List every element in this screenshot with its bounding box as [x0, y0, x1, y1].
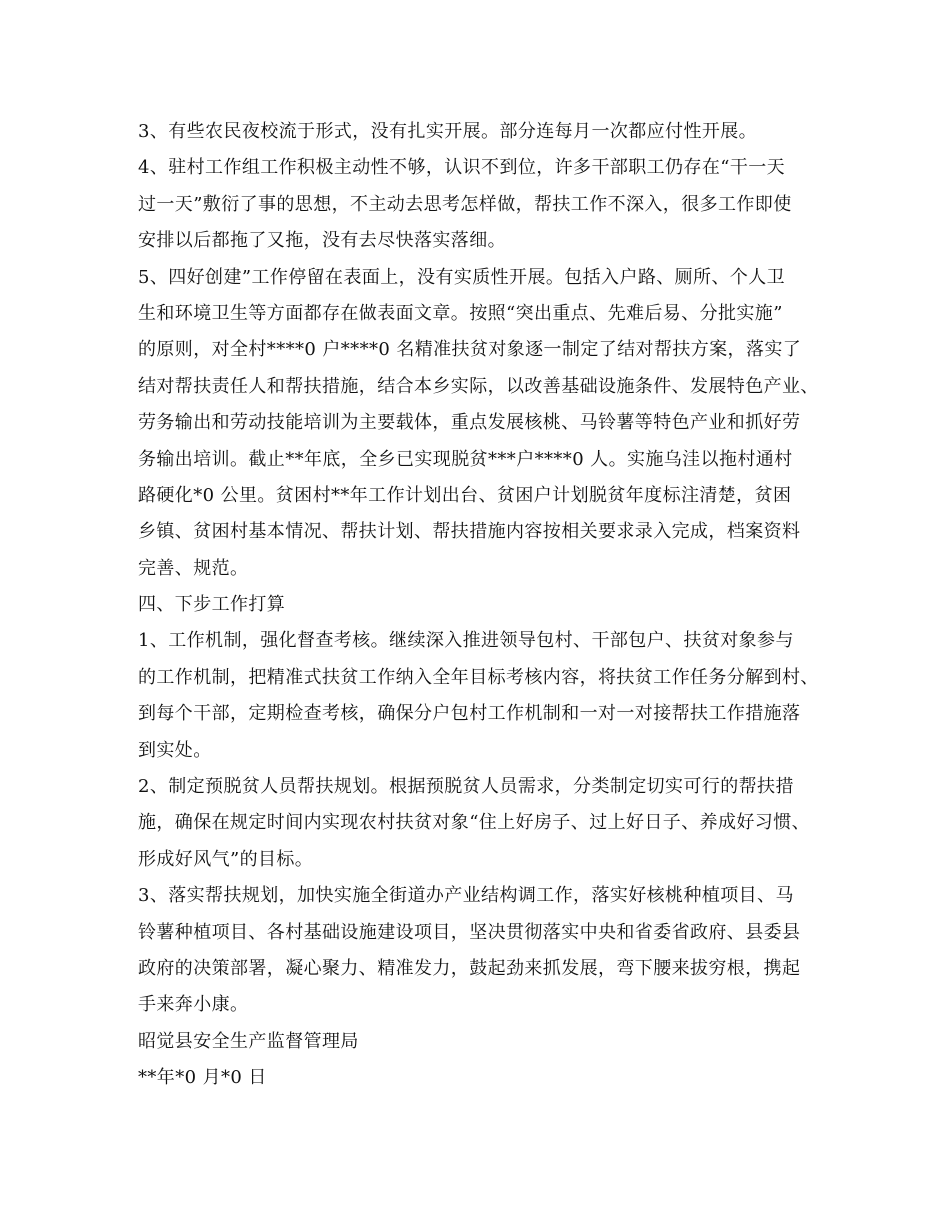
- text-line: 政府的决策部署，凝心聚力、精准发力，鼓起劲来抓发展，弯下腰来拔穷根，携起: [138, 957, 801, 979]
- text-line: 1、工作机制，强化督查考核。继续深入推进领导包村、干部包户、扶贫对象参与: [138, 630, 794, 652]
- text-line: 2、制定预脱贫人员帮扶规划。根据预脱贫人员需求，分类制定切实可行的帮扶措: [138, 776, 794, 798]
- text-line: 的工作机制，把精准式扶贫工作纳入全年目标考核内容，将扶贫工作任务分解到村、: [138, 666, 819, 688]
- text-line: 到实处。: [138, 739, 212, 761]
- text-line: 3、落实帮扶规划，加快实施全街道办产业结构调工作，落实好核桃种植项目、马: [138, 885, 794, 907]
- text-line: 结对帮扶责任人和帮扶措施，结合本乡实际，以改善基础设施条件、发展特色产业、: [138, 375, 819, 397]
- text-line: 铃薯种植项目、各村基础设施建设项目，坚决贯彻落实中央和省委省政府、县委县: [138, 921, 801, 943]
- section-heading: 四、下步工作打算: [138, 594, 286, 616]
- text-line: 到每个干部，定期检查考核，确保分户包村工作机制和一对一对接帮扶工作措施落: [138, 703, 801, 725]
- text-line: 完善、规范。: [138, 557, 249, 579]
- text-line: 3、有些农民夜校流于形式，没有扎实开展。部分连每月一次都应付性开展。: [138, 121, 758, 142]
- text-line: 安排以后都拖了又拖，没有去尽快落实落细。: [138, 230, 506, 252]
- text-line: 施，确保在规定时间内实现农村扶贫对象“住上好房子、过上好日子、养成好习惯、: [138, 812, 810, 834]
- text-line: 过一天”敷衍了事的思想，不主动去思考怎样做，帮扶工作不深入，很多工作即使: [138, 193, 792, 215]
- text-line: 务输出培训。截止**年底，全乡已实现脱贫***户****0 人。实施乌洼以拖村通村: [138, 448, 793, 470]
- text-line: 生和环境卫生等方面都存在做表面文章。按照“突出重点、先难后易、分批实施”: [138, 302, 783, 324]
- text-line: 5、四好创建”工作停留在表面上，没有实质性开展。包括入户路、厕所、个人卫: [138, 266, 786, 288]
- text-line: 路硬化*0 公里。贫困村**年工作计划出台、贫困户计划脱贫年度标注清楚，贫困: [138, 484, 792, 506]
- text-line: 手来奔小康。: [138, 994, 249, 1016]
- text-line: 乡镇、贫困村基本情况、帮扶计划、帮扶措施内容按相关要求录入完成，档案资料: [138, 521, 801, 543]
- text-line: 的原则，对全村****0 户****0 名精准扶贫对象逐一制定了结对帮扶方案，落实了: [138, 339, 802, 361]
- signature-date: **年*0 月*0 日: [138, 1067, 267, 1089]
- signature-organization: 昭觉县安全生产监督管理局: [138, 1030, 359, 1052]
- document-body: [138, 114, 828, 1097]
- text-line: 劳务输出和劳动技能培训为主要载体，重点发展核桃、马铃薯等特色产业和抓好劳: [138, 412, 801, 434]
- text-line: 4、驻村工作组工作积极主动性不够，认识不到位，许多干部职工仍存在“干一天: [138, 157, 786, 179]
- text-line: 形成好风气”的目标。: [138, 848, 314, 870]
